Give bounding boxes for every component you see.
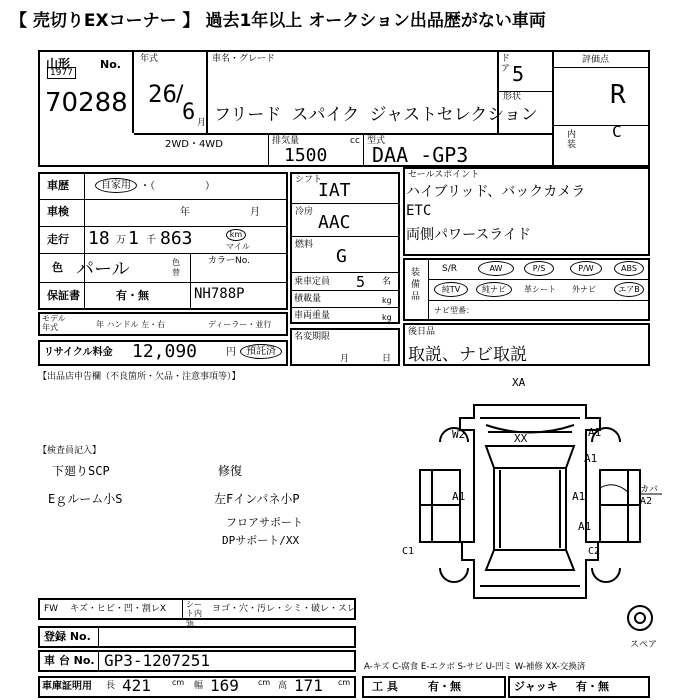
tools-label: 工 具 [372, 680, 398, 693]
equip-ps: P/S [524, 261, 554, 276]
tools-value: 有・無 [428, 680, 461, 693]
inspector-note-2: Eｇルーム小S [48, 492, 123, 506]
recycle-label: リサイクル料金 [44, 347, 113, 358]
later-label: 後日品 [408, 327, 436, 337]
equip-navi: 純ナビ [476, 282, 512, 297]
yen-unit: 円 [226, 347, 236, 358]
width-label: 幅 [194, 681, 204, 691]
inspector-note-1: 下廻りSCP [52, 464, 110, 478]
mileage-sen: 千 [146, 235, 156, 246]
equip-sr: S/R [442, 264, 457, 274]
height-label: 高 [278, 681, 288, 691]
mark-xx: XX [514, 432, 528, 445]
equip-leather: 革シート [524, 285, 556, 294]
color-no: NH788P [194, 286, 245, 302]
height-value: 171 [294, 676, 323, 695]
mark-a1-left: A1 [452, 490, 466, 503]
history-value: 自家用 [95, 178, 137, 193]
capacity-value: 5 [356, 273, 366, 291]
lot-code: 1977 [47, 67, 76, 79]
name-change-month: 月 [340, 354, 350, 364]
name-change-day: 日 [382, 354, 392, 364]
score-interior: C [612, 122, 622, 141]
color-label: 色 [52, 261, 63, 274]
month-value: 6 [182, 100, 196, 125]
equip-tv: 純TV [434, 282, 468, 297]
mark-c2: C2 [588, 546, 601, 557]
history-label: 車歴 [47, 179, 69, 192]
mark-cover: カバ [640, 485, 659, 495]
shape-label: 形状 [503, 92, 522, 102]
width-cm: cm [258, 678, 271, 687]
model-label: 型式 [367, 136, 386, 146]
jack-value: 有・無 [576, 680, 609, 693]
seat-value: ヨゴ・穴・汚レ・シミ・破レ・スレ [212, 604, 357, 614]
name-change-label: 名変期限 [294, 332, 331, 342]
chassis-value: GP3-1207251 [104, 651, 210, 670]
lot-number: 70288 [45, 88, 128, 118]
height-cm: cm [338, 678, 351, 687]
spare-label: スペア [630, 640, 658, 650]
header-title: 【 売切りEXコーナー 】 過去1年以上 オークション出品歴がない車両 [10, 11, 546, 31]
fuel-value: G [336, 246, 347, 267]
km-unit: km [226, 229, 246, 241]
damage-legend: A-キズ C-腐食 E-エクボ S-サビ U-凹ミ W-補修 XX-交換済 [364, 662, 586, 672]
door-label: ドア [501, 54, 511, 74]
load-kg: kg [382, 296, 392, 305]
inspector-note-3: 修復 [218, 464, 243, 478]
jack-label: ジャッキ [514, 680, 558, 693]
mark-c1: C1 [402, 546, 415, 557]
inspector-note-5: フロアサポート [226, 516, 303, 529]
score-overall: R [610, 80, 626, 110]
lot-venue: 山形 [46, 57, 71, 71]
seat-label: シート内張 [186, 600, 202, 627]
lot-number-label: No. [100, 58, 121, 71]
door-value: 5 [512, 62, 525, 86]
sales-point-1: ハイブリッド、バックカメラ [406, 184, 586, 200]
recycle-value: 12,090 [132, 341, 198, 362]
ac-value: AAC [318, 212, 351, 233]
mark-a1-lower-right: A1 [578, 520, 592, 533]
shift-label: シフト [295, 175, 323, 185]
length-value: 421 [122, 676, 151, 695]
mark-a1-front-right: A1 [588, 426, 602, 439]
fw-value: キズ・ヒビ・凹・割レX [70, 604, 166, 614]
model-year-label: モデル年式 [42, 314, 66, 332]
mileage-rest: 863 [160, 228, 193, 249]
width-value: 169 [210, 676, 239, 695]
color-value: パール [76, 259, 130, 280]
year-label: 年式 [140, 54, 159, 64]
equip-label: 装備品 [411, 268, 421, 302]
ac-label: 冷房 [295, 207, 314, 217]
month-unit: 月 [197, 118, 207, 128]
weight-label: 車両重量 [294, 311, 331, 321]
mileage-10k: 18 [88, 228, 110, 249]
year-value: 26 [148, 80, 177, 108]
sales-point-2: ETC [406, 203, 432, 219]
mileage-1k: 1 [128, 228, 139, 249]
lot-box [38, 50, 134, 133]
later-value: 取説、ナビ取説 [408, 345, 527, 365]
handle-label: 年 ハンドル 左・右 [96, 320, 166, 329]
equip-abs: ABS [614, 261, 644, 276]
inspection-label: 車検 [47, 205, 69, 218]
score-label: 評価点 [582, 55, 610, 65]
displacement-label: 排気量 [272, 136, 300, 146]
equip-ext-navi: 外ナビ [572, 285, 596, 294]
dealer-label: ディーラー・並行 [208, 320, 272, 329]
navi-model-label: ナビ型番： [434, 306, 474, 315]
warranty-label: 保証書 [47, 289, 80, 302]
equip-pw: P/W [570, 261, 602, 276]
mark-w2: W2 [452, 428, 466, 441]
length-label: 長 [106, 681, 116, 691]
capacity-label: 乗車定員 [294, 277, 331, 287]
reg-label: 登録 No. [44, 630, 91, 643]
drive-type: 2WD・4WD [165, 139, 223, 150]
mileage-man: 万 [116, 235, 126, 246]
car-name: フリード スパイク ジャストセレクション [214, 105, 538, 125]
cert-label: 車庫証明用 [42, 681, 92, 692]
sales-label: セールスポイント [408, 170, 480, 180]
inspector-label: 【検査員記入】 [38, 446, 102, 456]
inspector-note-4: 左Fインパネ小P [214, 492, 300, 506]
length-cm: cm [172, 678, 185, 687]
mark-front: XA [512, 376, 526, 389]
load-label: 積載量 [294, 294, 322, 304]
fuel-label: 燃料 [295, 240, 314, 250]
name-label: 車名・グレード [212, 54, 276, 64]
displacement-value: 1500 [284, 145, 328, 166]
weight-kg: kg [382, 313, 392, 322]
chassis-label: 車 台 No. [44, 654, 95, 667]
model-value: DAA -GP3 [372, 143, 469, 167]
seller-notes-label: 【出品店申告欄（不良箇所・欠品・注意事項等）】 [38, 372, 241, 382]
mark-a2: A2 [640, 496, 653, 507]
capacity-unit: 名 [382, 277, 392, 287]
recycle-status: 預託済 [240, 344, 282, 359]
inspector-note-6: DPサポート/XX [222, 534, 300, 547]
history-rest: ・（ ） [140, 181, 215, 192]
mark-a1-right: A1 [572, 490, 586, 503]
equip-airbag: エアB [614, 282, 644, 297]
warranty-value: 有・無 [116, 289, 149, 302]
color-no-label: カラーNo. [208, 256, 250, 266]
mileage-label: 走行 [47, 233, 69, 246]
shift-value: IAT [318, 180, 351, 201]
interior-label: 内装 [567, 130, 577, 150]
equip-aw: AW [478, 261, 514, 276]
inspection-month: 月 [250, 207, 260, 218]
cc-unit: cc [350, 136, 360, 146]
color-change: 色替 [172, 258, 180, 277]
fw-label: FW [44, 604, 59, 614]
sales-point-3: 両側パワースライド [406, 227, 531, 243]
mark-a1-top-right: A1 [584, 452, 598, 465]
mile-unit: マイル [226, 242, 250, 251]
inspection-year: 年 [180, 207, 190, 218]
